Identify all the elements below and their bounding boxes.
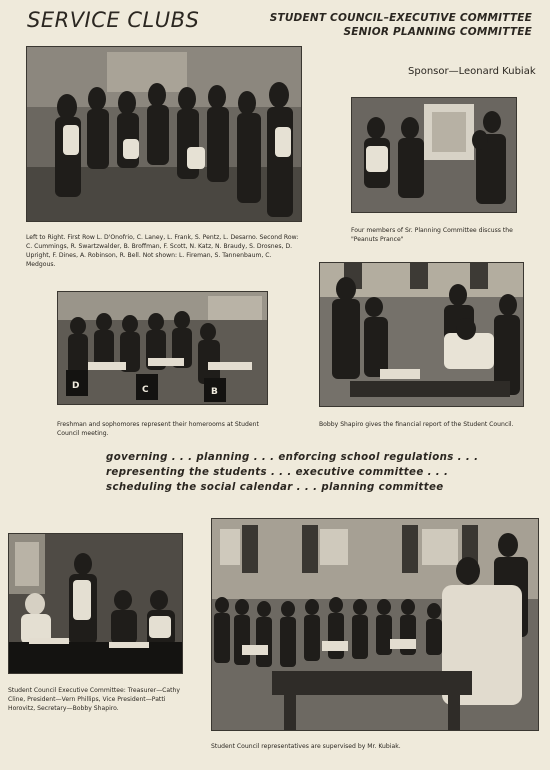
financial-photo-caption: Bobby Shapiro gives the financial report of the Student Council. bbox=[319, 421, 514, 428]
homeroom-photo bbox=[57, 291, 268, 405]
planning-committee-photo bbox=[351, 97, 517, 213]
slogan-line: representing the students . . . executive committee . . . bbox=[106, 467, 449, 478]
section-title: SERVICE CLUBS bbox=[27, 8, 200, 32]
header-line-planning-committee: SENIOR PLANNING COMMITTEE bbox=[343, 26, 532, 38]
slogans-block bbox=[106, 450, 478, 495]
representatives-photo bbox=[211, 518, 539, 731]
representatives-photo-caption: Student Council representatives are supervised by Mr. Kubiak. bbox=[211, 743, 401, 750]
sponsor-label: Sponsor—Leonard Kubiak bbox=[408, 66, 536, 77]
financial-report-photo bbox=[319, 262, 524, 407]
desk-letter-d: D bbox=[72, 381, 80, 391]
executive-photo-caption: Student Council Executive Committee: Treasurer—Cathy Cline, President—Vern Phillips, Vice President—Patti Horovitz, Secretary—Bobby Shapiro. bbox=[8, 687, 181, 712]
executive-committee-photo bbox=[8, 533, 183, 674]
desk-letter-c: C bbox=[142, 385, 149, 395]
slogan-line: scheduling the social calendar . . . planning committee bbox=[106, 482, 444, 493]
planning-photo-caption: Four members of Sr. Planning Committee discuss the "Peanuts Prance" bbox=[351, 227, 513, 243]
group-photo bbox=[26, 46, 302, 222]
header-line-student-council: STUDENT COUNCIL–EXECUTIVE COMMITTEE bbox=[269, 12, 532, 24]
desk-letter-b: B bbox=[211, 387, 218, 397]
slogan-line: governing . . . planning . . . enforcing school regulations . . . bbox=[106, 452, 479, 463]
group-photo-caption: Left to Right. First Row L. D'Onofrio, C. Laney, L. Frank, S. Pentz, L. Desarno. Second Row: C. Cummings, R. Swartzwalder, B. Broffman, F. Scott, N. Katz, N. Braudy, S. Drosnes, D. Upright, F. Dines, A. Robinson, R. Bell. Not shown: L. Fireman, S. Tannenbaum, C. Medgous. bbox=[26, 234, 299, 268]
homeroom-photo-caption: Freshman and sophomores represent their homerooms at Student Council meeting. bbox=[57, 421, 259, 437]
